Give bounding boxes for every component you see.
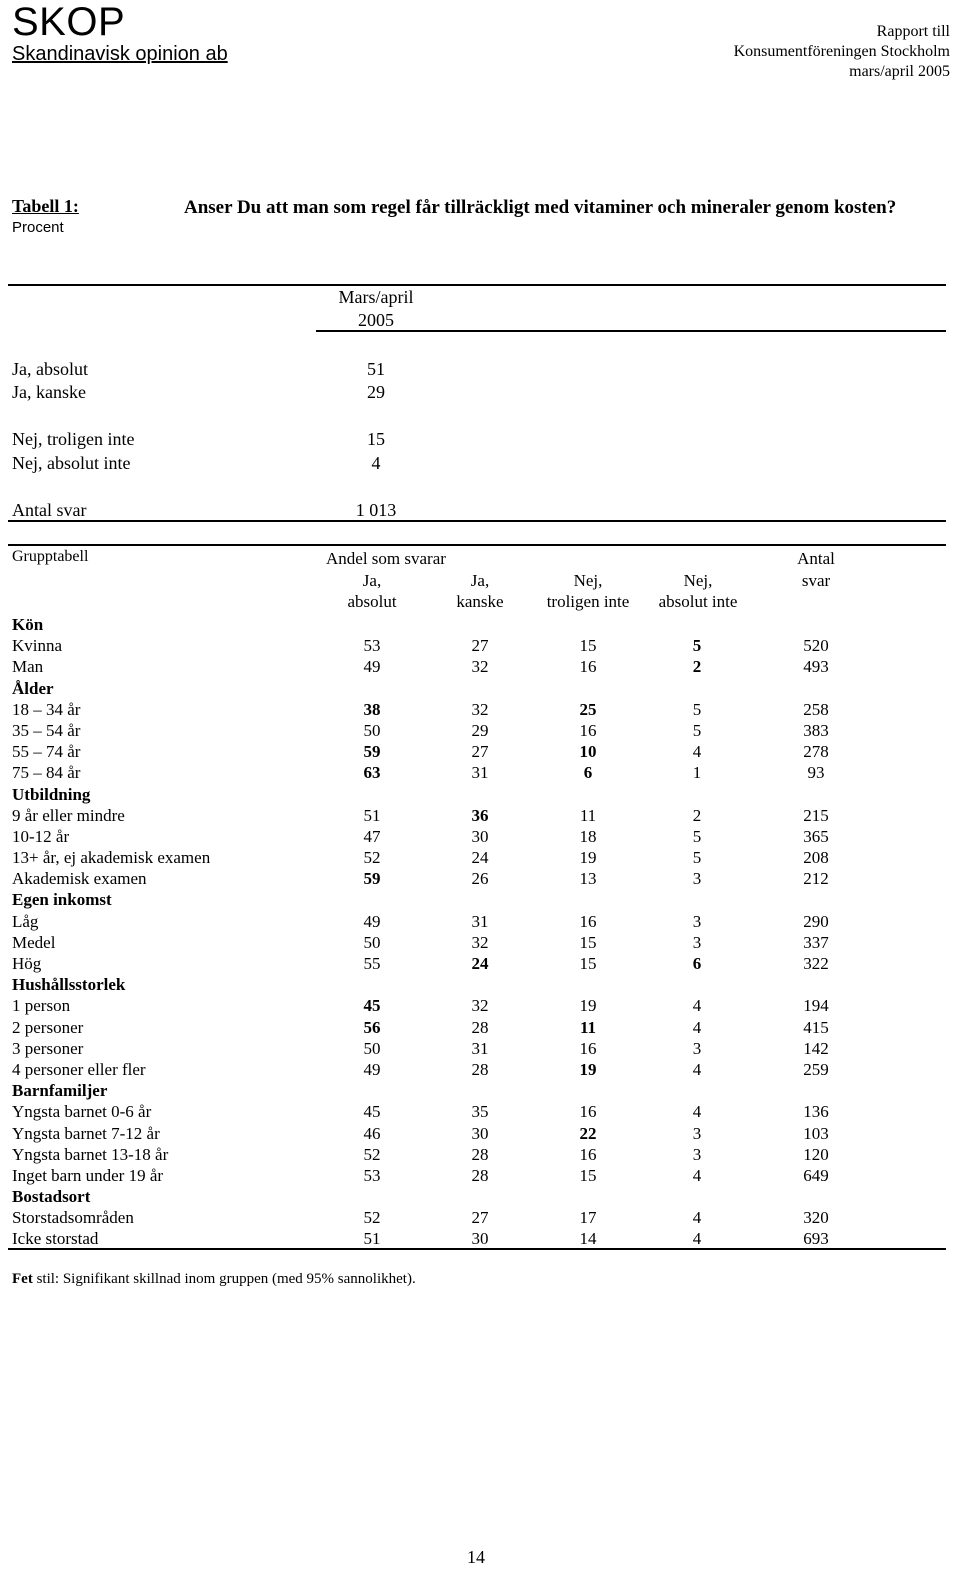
- cell-nej-absolut-inte: 5: [692, 720, 702, 740]
- cell-ja-kanske: 27: [471, 636, 489, 656]
- table-row: [0, 805, 960, 826]
- cell-ja-absolut: 59: [363, 869, 381, 889]
- cell-nej-troligen-inte: 17: [579, 1208, 597, 1228]
- cell-antal-svar: 383: [803, 720, 829, 740]
- cell-nej-troligen-inte: 13: [579, 869, 597, 889]
- cell-ja-kanske: 32: [471, 996, 489, 1016]
- cell-nej-troligen-inte: 19: [579, 848, 597, 868]
- summary-period-line-1: Mars/april: [338, 287, 414, 307]
- cell-ja-absolut: 49: [363, 911, 381, 931]
- row-label: 10-12 år: [12, 826, 70, 846]
- cell-nej-absolut-inte: 1: [692, 763, 702, 783]
- cell-nej-troligen-inte: 11: [579, 805, 597, 825]
- cell-nej-absolut-inte: 3: [692, 1144, 702, 1164]
- cell-ja-kanske: 26: [471, 869, 489, 889]
- group-category-row: [0, 1186, 960, 1207]
- col-nej-absolut-line-1: Nej,: [683, 571, 713, 590]
- summary-period-line-2: 2005: [358, 310, 394, 330]
- table-unit: Procent: [12, 219, 64, 236]
- cell-antal-svar: 493: [803, 657, 829, 677]
- row-label: 2 personer: [12, 1017, 84, 1037]
- cell-ja-kanske: 29: [471, 720, 489, 740]
- summary-label-ja-absolut: Ja, absolut: [12, 359, 88, 379]
- cell-ja-absolut: 52: [363, 1208, 381, 1228]
- cell-ja-kanske: 31: [471, 1038, 489, 1058]
- cell-nej-absolut-inte: 3: [692, 1038, 702, 1058]
- cell-ja-absolut: 38: [363, 699, 381, 719]
- summary-value-ja-kanske: 29: [367, 382, 385, 402]
- cell-nej-troligen-inte: 14: [579, 1229, 597, 1249]
- cell-ja-absolut: 55: [363, 954, 381, 973]
- cell-nej-absolut-inte: 4: [692, 1102, 702, 1122]
- report-line-1: Rapport till: [876, 23, 950, 40]
- col-nej-absolut-line-2: absolut inte: [658, 592, 738, 611]
- footnote-text: stil: Signifikant skillnad inom gruppen (med 95% sannolikhet).: [32, 1271, 416, 1287]
- cell-ja-kanske: 35: [471, 1102, 489, 1122]
- cell-ja-kanske: 30: [471, 1229, 489, 1249]
- cell-nej-absolut-inte: 5: [692, 699, 702, 719]
- table-row: [0, 1123, 960, 1144]
- share-header: Andel som svarar: [326, 549, 446, 568]
- cell-ja-kanske: 36: [471, 805, 489, 825]
- cell-nej-absolut-inte: 3: [692, 932, 702, 952]
- table-row: [0, 1017, 960, 1038]
- group-table-title: Grupptabell: [12, 548, 89, 565]
- cell-antal-svar: 290: [803, 911, 829, 931]
- row-label: Yngsta barnet 7-12 år: [12, 1123, 160, 1143]
- cell-ja-kanske: 27: [471, 1208, 489, 1228]
- cell-ja-absolut: 45: [363, 1102, 381, 1122]
- cell-nej-absolut-inte: 6: [692, 954, 702, 973]
- row-label: 9 år eller mindre: [12, 805, 125, 825]
- row-label: 35 – 54 år: [12, 720, 81, 740]
- cell-antal-svar: 693: [803, 1229, 829, 1249]
- table-row: [0, 1144, 960, 1165]
- summary-header-rule: [316, 330, 946, 332]
- report-line-2: Konsumentföreningen Stockholm: [733, 43, 950, 60]
- cell-ja-absolut: 52: [363, 848, 381, 868]
- table-row: [0, 741, 960, 762]
- cell-nej-absolut-inte: 4: [692, 1059, 702, 1079]
- cell-ja-absolut: 63: [363, 763, 381, 783]
- row-label: 4 personer eller fler: [12, 1059, 146, 1079]
- summary-value-nej-troligen: 15: [367, 429, 385, 449]
- antal-header-line-1: Antal: [797, 549, 835, 568]
- table-row: [0, 1228, 960, 1249]
- cell-ja-kanske: 28: [471, 1165, 489, 1185]
- cell-nej-absolut-inte: 5: [692, 636, 702, 656]
- antal-header-line-2: svar: [801, 571, 831, 590]
- cell-ja-absolut: 56: [363, 1017, 381, 1037]
- row-label: Låg: [12, 911, 39, 931]
- cell-ja-kanske: 28: [471, 1144, 489, 1164]
- row-label: Yngsta barnet 13-18 år: [12, 1144, 169, 1164]
- row-label: Kvinna: [12, 636, 63, 656]
- cell-nej-troligen-inte: 16: [579, 1038, 597, 1058]
- cell-ja-absolut: 51: [363, 1229, 381, 1249]
- table-row: [0, 699, 960, 720]
- cell-antal-svar: 93: [807, 763, 825, 783]
- table-row: [0, 762, 960, 783]
- cell-ja-kanske: 24: [471, 848, 489, 868]
- cell-nej-absolut-inte: 4: [692, 1208, 702, 1228]
- group-category-row: [0, 614, 960, 635]
- cell-antal-svar: 337: [803, 932, 829, 952]
- cell-nej-troligen-inte: 6: [583, 763, 593, 783]
- cell-ja-kanske: 30: [471, 1123, 489, 1143]
- cell-nej-absolut-inte: 4: [692, 996, 702, 1016]
- cell-nej-troligen-inte: 18: [579, 826, 597, 846]
- cell-nej-troligen-inte: 19: [579, 1059, 597, 1079]
- group-category-row: [0, 1080, 960, 1101]
- cell-antal-svar: 103: [803, 1123, 829, 1143]
- group-category-row: [0, 784, 960, 805]
- cell-antal-svar: 212: [803, 869, 829, 889]
- group-category-label: Barnfamiljer: [12, 1081, 108, 1101]
- cell-ja-absolut: 46: [363, 1123, 381, 1143]
- cell-nej-troligen-inte: 25: [579, 699, 597, 719]
- table-row: [0, 995, 960, 1016]
- row-label: 18 – 34 år: [12, 699, 81, 719]
- cell-antal-svar: 278: [803, 742, 829, 762]
- cell-ja-absolut: 50: [363, 720, 381, 740]
- cell-nej-troligen-inte: 16: [579, 911, 597, 931]
- table-row: [0, 635, 960, 656]
- cell-ja-absolut: 50: [363, 932, 381, 952]
- col-ja-absolut-line-2: absolut: [347, 592, 397, 611]
- summary-label-nej-troligen: Nej, troligen inte: [12, 429, 135, 449]
- row-label: Yngsta barnet 0-6 år: [12, 1102, 152, 1122]
- cell-antal-svar: 142: [803, 1038, 829, 1058]
- table-row: [0, 1101, 960, 1122]
- summary-label-ja-kanske: Ja, kanske: [12, 382, 86, 402]
- footnote: [12, 1271, 416, 1288]
- cell-nej-troligen-inte: 19: [579, 996, 597, 1016]
- cell-nej-troligen-inte: 15: [579, 1165, 597, 1185]
- cell-nej-troligen-inte: 22: [579, 1123, 597, 1143]
- summary-label-nej-absolut: Nej, absolut inte: [12, 453, 131, 473]
- col-nej-troligen-line-2: troligen inte: [546, 592, 630, 611]
- group-category-label: Kön: [12, 615, 44, 634]
- cell-nej-troligen-inte: 15: [579, 636, 597, 656]
- cell-nej-absolut-inte: 5: [692, 826, 702, 846]
- page-number: 14: [467, 1547, 485, 1567]
- table-row: [0, 911, 960, 932]
- row-label: Akademisk examen: [12, 869, 147, 889]
- cell-nej-troligen-inte: 16: [579, 1102, 597, 1122]
- footnote-bold: Fet: [12, 1271, 33, 1287]
- group-category-label: Hushållsstorlek: [12, 975, 126, 995]
- cell-nej-absolut-inte: 4: [692, 1229, 702, 1249]
- cell-antal-svar: 215: [803, 805, 829, 825]
- row-label: Storstadsområden: [12, 1208, 134, 1228]
- cell-ja-kanske: 31: [471, 911, 489, 931]
- group-table-top-rule: [8, 544, 946, 546]
- cell-ja-absolut: 47: [363, 826, 381, 846]
- cell-nej-troligen-inte: 15: [579, 954, 597, 973]
- cell-ja-kanske: 31: [471, 763, 489, 783]
- table-row: [0, 932, 960, 953]
- summary-value-ja-absolut: 51: [367, 359, 385, 379]
- cell-ja-kanske: 32: [471, 699, 489, 719]
- cell-nej-absolut-inte: 4: [692, 1165, 702, 1185]
- table-row: [0, 826, 960, 847]
- cell-antal-svar: 415: [803, 1017, 829, 1037]
- cell-ja-absolut: 49: [363, 657, 381, 677]
- row-label: Man: [12, 657, 44, 677]
- cell-antal-svar: 320: [803, 1208, 829, 1228]
- col-nej-troligen-line-1: Nej,: [573, 571, 603, 590]
- table-row: [0, 1059, 960, 1080]
- row-label: Hög: [12, 954, 42, 973]
- cell-ja-kanske: 28: [471, 1059, 489, 1079]
- summary-value-nej-absolut: 4: [371, 453, 381, 473]
- cell-antal-svar: 136: [803, 1102, 829, 1122]
- cell-nej-absolut-inte: 4: [692, 1017, 702, 1037]
- cell-antal-svar: 120: [803, 1144, 829, 1164]
- group-table-body: [0, 614, 960, 1250]
- group-category-label: Egen inkomst: [12, 890, 112, 910]
- table-row: [0, 1165, 960, 1186]
- table-row: [0, 656, 960, 677]
- cell-ja-kanske: 24: [471, 954, 489, 973]
- group-category-row: [0, 889, 960, 910]
- row-label: Inget barn under 19 år: [12, 1165, 164, 1185]
- cell-ja-absolut: 49: [363, 1059, 381, 1079]
- summary-top-rule: [8, 284, 946, 286]
- col-ja-kanske-line-1: Ja,: [470, 571, 490, 590]
- row-label: 3 personer: [12, 1038, 84, 1058]
- row-label: 1 person: [12, 996, 71, 1016]
- cell-antal-svar: 322: [803, 954, 829, 973]
- report-info: [734, 22, 950, 82]
- cell-ja-kanske: 32: [471, 657, 489, 677]
- col-ja-absolut-line-1: Ja,: [362, 571, 382, 590]
- group-category-label: Utbildning: [12, 784, 91, 804]
- group-table-bottom-rule: [8, 1248, 946, 1250]
- summary-value-antal-svar: 1 013: [355, 500, 397, 520]
- cell-nej-absolut-inte: 3: [692, 869, 702, 889]
- group-category-label: Ålder: [12, 678, 54, 698]
- cell-ja-absolut: 53: [363, 636, 381, 656]
- row-label: 75 – 84 år: [12, 763, 81, 783]
- cell-ja-absolut: 53: [363, 1165, 381, 1185]
- cell-ja-absolut: 51: [363, 805, 381, 825]
- cell-antal-svar: 194: [803, 996, 829, 1016]
- cell-nej-troligen-inte: 16: [579, 1144, 597, 1164]
- table-row: [0, 953, 960, 974]
- cell-nej-absolut-inte: 2: [692, 657, 702, 677]
- group-category-row: [0, 974, 960, 995]
- cell-antal-svar: 258: [803, 699, 829, 719]
- row-label: 13+ år, ej akademisk examen: [12, 848, 211, 868]
- summary-label-antal-svar: Antal svar: [12, 500, 87, 520]
- cell-antal-svar: 259: [803, 1059, 829, 1079]
- cell-ja-absolut: 45: [363, 996, 381, 1016]
- group-category-label: Bostadsort: [12, 1187, 91, 1207]
- table-label: Tabell 1:: [12, 196, 79, 216]
- cell-nej-troligen-inte: 16: [579, 657, 597, 677]
- cell-nej-absolut-inte: 5: [692, 848, 702, 868]
- report-line-3: mars/april 2005: [849, 63, 950, 80]
- group-category-row: [0, 678, 960, 699]
- cell-ja-kanske: 28: [471, 1017, 489, 1037]
- cell-nej-troligen-inte: 10: [579, 742, 597, 762]
- col-ja-kanske-line-2: kanske: [456, 592, 504, 611]
- row-label: 55 – 74 år: [12, 742, 81, 762]
- cell-antal-svar: 520: [803, 636, 829, 656]
- logo-subtitle: Skandinavisk opinion ab: [12, 43, 228, 65]
- cell-nej-troligen-inte: 15: [579, 932, 597, 952]
- table-row: [0, 1038, 960, 1059]
- table-row: [0, 847, 960, 868]
- row-label: Icke storstad: [12, 1229, 99, 1249]
- summary-bottom-rule: [8, 520, 946, 522]
- cell-antal-svar: 649: [803, 1165, 829, 1185]
- table-row: [0, 720, 960, 741]
- cell-ja-absolut: 52: [363, 1144, 381, 1164]
- logo: SKOP: [12, 0, 126, 44]
- survey-question: Anser Du att man som regel får tillräckligt med vitaminer och mineraler genom kosten?: [184, 197, 897, 218]
- cell-ja-absolut: 50: [363, 1038, 381, 1058]
- cell-ja-kanske: 32: [471, 932, 489, 952]
- cell-ja-kanske: 30: [471, 826, 489, 846]
- cell-ja-kanske: 27: [471, 742, 489, 762]
- cell-nej-absolut-inte: 4: [692, 742, 702, 762]
- row-label: Medel: [12, 932, 56, 952]
- cell-nej-troligen-inte: 16: [579, 720, 597, 740]
- cell-nej-absolut-inte: 3: [692, 1123, 702, 1143]
- cell-nej-absolut-inte: 2: [692, 805, 702, 825]
- cell-antal-svar: 365: [803, 826, 829, 846]
- table-row: [0, 868, 960, 889]
- cell-nej-troligen-inte: 11: [579, 1017, 597, 1037]
- table-row: [0, 1207, 960, 1228]
- cell-ja-absolut: 59: [363, 742, 381, 762]
- cell-nej-absolut-inte: 3: [692, 911, 702, 931]
- cell-antal-svar: 208: [803, 848, 829, 868]
